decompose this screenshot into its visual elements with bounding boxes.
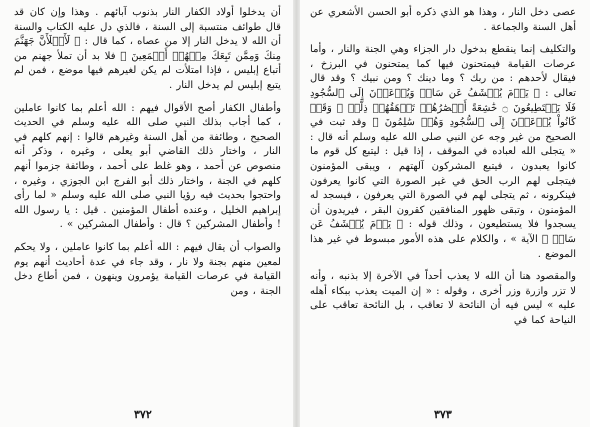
right-page — [300, 0, 590, 427]
right-paragraph-3: والمقصود هنا أن الله لا يعذب أحداً في الآخرة إلا بذنبه ، وأنه لا تزر وازرة وزر أخرى ، وقوله : « إن الميت يعذب ببكاء أهله عليه » ليس فيه أن النائحة لا تعاقب ، بل النائحة تعاقب على النياحة كما في — [310, 271, 576, 326]
left-paragraph-3: والصواب أن يقال فيهم : الله أعلم بما كانوا عاملين ، ولا يحكم لمعين منهم بجنة ولا نار ، وقد جاء في عدة أحاديث أنهم يوم القيامة في عرصات القيامة يؤمرون وينهون ، فمن أطاع دخل الجنة ، ومن — [14, 241, 281, 297]
right-paragraph-2: والتكليف إنما ينقطع بدخول دار الجزاء وهي الجنة والنار ، وأما عرصات القيامة فيمتحنون فيها كما يمتحنون في البرزخ ، فيقال لأحدهم : من ربك ؟ وما دينك ؟ ومن نبيك ؟ وقد قال تعالى : ﴿ يَوۡمَ يُكۡشَفُ عَن سَاقٖ وَيُدۡعَوۡنَ إِلَى ٱلسُّجُودِ فَلَا يَسۡتَطِيعُونَ ۝ خَٰشِعَةً أَبۡصَٰرُهُمۡ تَرۡهَقُهُمۡ ذِلَّةٞ ۖ وَقَدۡ كَانُواْ يُدۡعَوۡنَ إِلَى ٱلسُّجُودِ وَهُمۡ سَٰلِمُونَ ﴾ وقد ثبت في الصحيح من غير وجه عن النبي صلى الله عليه وسلم أنه قال : « يتجلى الله لعباده في الموقف ، إذا قيل : ليتبع كل قوم ما كانوا يعبدون ، فيتبع المشركون آلهتهم ، ويبقى المؤمنون فيتجلى لهم الرب الحق في غير الصورة التي كانوا يعرفون فينكرونه ، ثم يتجلى لهم في الصورة التي يعرفون ، فيسجد له المؤمنون ، وتبقى ظهور المنافقين كقرون البقر ، فيريدون أن يسجدوا فلا يستطيعون ، وذلك قوله : ﴿ يَوۡمَ يُكۡشَفُ عَن سَاقٖ ﴾ الآية » ، والكلام على هذه الأمور مبسوط في غير هذا الموضع . — [310, 44, 576, 260]
left-paragraph-1: أن يدخلوا أولاد الكفار النار بذنوب آبائهم . وهذا وإن كان قد قال طوائف منتسبة إلى السنة ، فالذي دل عليه الكتاب والسنة أن الله لا يدخل النار إلا من عصاه ، كما قال : ﴿ لَأَمۡلَأَنَّ جَهَنَّمَ مِنكَ وَمِمَّن تَبِعَكَ مِنۡهُمۡ أَجۡمَعِينَ ﴾ فلا بد أن تملأ جهنم من أتباع إبليس ، فإذا امتلأت لم يكن لغيرهم فيها موضع ، فمن لم يتبع إبليس لم يدخل النار . — [14, 7, 281, 91]
book-gutter — [293, 0, 300, 427]
left-paragraph-2: وأطفال الكفار أصح الأقوال فيهم : الله أعلم بما كانوا عاملين ، كما أجاب بذلك النبي صلى الله عليه وسلم في الحديث الصحيح ، وطائفة من أهل السنة وغيرهم قالوا : إنهم كلهم في النار ، واختار ذلك القاضي أبو يعلى ، وغيره ، وذكر أنه منصوص عن أحمد ، وهو غلط على أحمد ، وطائفة جزموا أنهم كلهم في الجنة ، واختار ذلك أبو الفرج ابن الجوزي ، وغيره ، واحتجوا بحديث فيه رؤيا النبي صلى الله عليه وسلم « لما رأى إبراهيم الخليل ، وعنده أطفال المؤمنين . قيل : يا رسول الله ! وأطفال المشركين ؟ قال : وأطفال المشركين » . — [14, 102, 281, 231]
right-page-number: ٣٧٣ — [434, 408, 452, 421]
left-page-number: ٣٧٢ — [134, 408, 152, 421]
left-page — [0, 0, 293, 427]
right-paragraph-1: عصى دخل النار ، وهذا هو الذي ذكره أبو الحسن الأشعري عن أهل السنة والجماعة . — [310, 7, 576, 33]
